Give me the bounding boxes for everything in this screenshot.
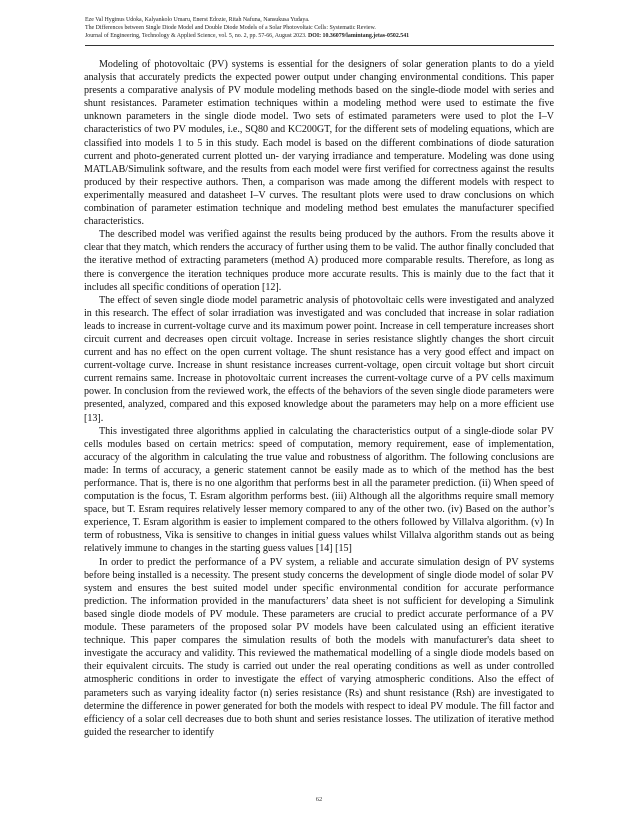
- paragraph: Modeling of photovoltaic (PV) systems is essential for the designers of solar generation plants to do a yield analysis that accurately predicts the expected power output under changing environmental conditions. This paper presents a comparative analysis of PV module modeling methods based on the single-diode model with series and shunt resistances. Parameter estimation techniques within a modeling method were used to estimate the five unknown parameters in the single diode model. Two sets of estimated parameters were used to plot the I–V characteristics of two PV modules, i.e., SQ80 and KC200GT, for the different sets of modeling equations, which are classified into models 1 to 5 in this study. Each model is based on the different combinations of diode saturation current and photo-generated current plotted un- der varying irradiance and temperature. Modeling was done using MATLAB/Simulink software, and the results from each model were first verified for correctness against the results produced by their respective authors. Then, a comparison was made among the different models with respect to experimentally measured and datasheet I–V curves. The resultant plots were used to draw conclusions on which combination of parameter estimation technique and modeling method best emulates the manufacturer specified characteristics.: [84, 59, 554, 228]
- paragraph: This investigated three algorithms applied in calculating the characteristics output of a single-diode solar PV cells modules based on certain metrics: speed of computation, memory requirement, ease of implementation, accuracy of the algorithm in calculating the true value and robustness of algorithm. The following conclusions are made: In terms of accuracy, a generic statement cannot be easily made as to which of the method has the best performance. That is, there is no one algorithm that performs best in all the parameter prediction. (ii) When speed of computation is the focus, T. Esram algorithm performs best. (iii) Although all the algorithms require small memory space, but T. Esram requires relatively lesser memory compared to any of the other two. (iv) Based on the author’s experience, T. Esram algorithm is easier to implement compared to the others followed by Villalva algorithm. (v) In term of robustness, Vika is sensitive to changes in initial guess values whilst Villalva algorithm stands out as being relatively immune to changes in the starting guess values [14] [15]: [84, 425, 554, 555]
- paragraph: The effect of seven single diode model parametric analysis of photovoltaic cells were investigated and analyzed in this research. The effect of solar irradiation was investigated and was concluded that increase in solar radiation leads to increase in current-voltage curve and its maximum power point. Increase in cell temperature increases short circuit current and decreases open circuit voltage. Increase in series resistance slightly changes the short circuit current and has no effect on the open current voltage. The shunt resistance has a very good effect and impact on current-voltage curve. Increase in shunt resistance increases current-voltage, open circuit voltage but short circuit current remains same. Increase in photovoltaic current increases the current-voltage curve of a PV cells maximum power. In conclusion from the reviewed work, the effects of the behaviors of the seven single diode parameters were presented, analyzed, compared and this exposed knowledge about the parameters may help on a more efficient use [13].: [84, 294, 554, 424]
- paragraph: The described model was verified against the results being produced by the authors. From the results above it clear that they match, which renders the accuracy of further using them to be valid. The author finally concluded that the iterative method of extracting parameters (method A) produced more comparable results. Therefore, as long as there is convergence the iteration techniques produce more accurate results. This is mainly due to the fact that it includes all specific conditions of operation [12].: [84, 229, 554, 293]
- header-title: The Differences between Single Diode Model and Double Diode Models of a Solar Photovoltaic Cells: Systematic Review.: [85, 25, 376, 31]
- paragraph: In order to predict the performance of a PV system, a reliable and accurate simulation design of PV systems before being installed is a necessity. The present study concerns the development of single diode model of solar PV system and ensures the best suited model under specific environmental condition for accurate performance prediction. The information provided in the manufacturers’ data sheet is not sufficient for developing a Simulink based single diode models of PV module. These parameters are crucial to predict accurate performance of a PV module. These parameters of the proposed solar PV models have been calculated using an efficient iterative technique. This paper compares the simulation results of both the models with manufacturer's data sheet to investigate the accuracy and validity. This reviewed the mathematical modelling of a single diode models based on their equivalent circuits. The study is carried out under the real operating conditions as well as under controlled atmospheric conditions in order to investigate the effect of varying atmospheric conditions. Also the effect of parameters such as varying ideality factor (n) series resistance (Rs) and shunt resistance (Rsh) are investigated to determine the difference in power generated for both the models with respect to ideal PV module. The fill factor and efficiency of a solar cell decreases due to both shunt and series resistance losses. The utilization of iterative method guided the researcher to identify: [84, 556, 554, 738]
- page-number: 62: [315, 796, 323, 803]
- body-text: [84, 58, 554, 739]
- running-header: [85, 16, 555, 40]
- header-divider: [85, 45, 554, 46]
- header-doi: DOI: 10.36079/lamintang.jetas-0502.541: [307, 33, 410, 39]
- header-journal-citation: Journal of Engineering, Technology & Applied Science, vol. 5, no. 2, pp. 57-66, August 2023.: [85, 33, 307, 39]
- header-journal: [85, 32, 555, 40]
- header-authors: Eze Val Hyginus Udoka, Kalyankolo Umaru, Enerst Edozie, Ritah Nafuna, Nansukusa Yudaya.: [85, 17, 310, 23]
